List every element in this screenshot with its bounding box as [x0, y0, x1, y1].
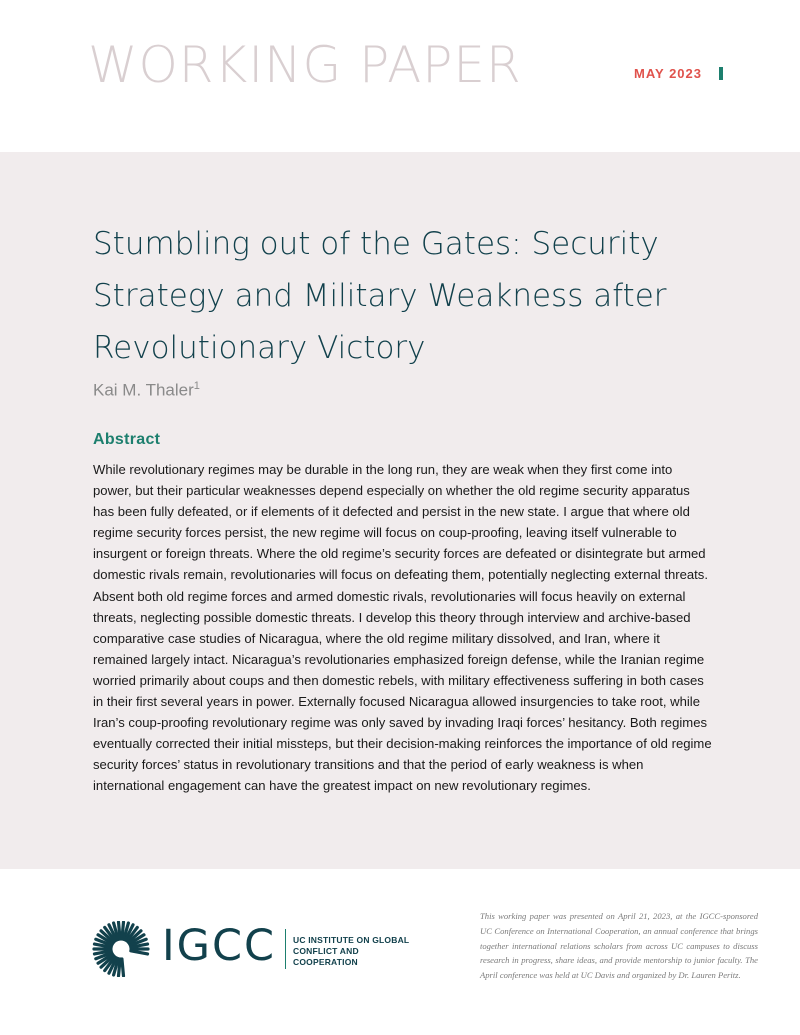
conference-note: This working paper was presented on April 21, 2023, at the IGCC-sponsored UC Conference on International Cooperation, an annual conference that brings together international relations scholars from across UC campuses to discuss research in progress, share ideas, and provide mentorship to junior faculty. The April conference was held at UC Davis and organized by Dr. Lauren Peritz. [480, 911, 758, 981]
page-footer [0, 869, 800, 1035]
working-paper-label: WORKING PAPER [88, 36, 522, 94]
author-line [93, 380, 200, 401]
igcc-sunburst-icon [92, 921, 154, 977]
date-accent-bar [719, 67, 723, 80]
abstract-heading: Abstract [93, 431, 161, 448]
page-header [0, 0, 800, 152]
logo-tagline-line1: UC INSTITUTE ON GLOBAL [293, 935, 410, 945]
paper-title: Stumbling out of the Gates: Security Strategy and Military Weakness after Revolutionary Victory [93, 226, 667, 366]
logo-tagline-line2: CONFLICT AND COOPERATION [293, 946, 359, 967]
igcc-logo [92, 919, 412, 979]
logo-wordmark: IGCC [162, 921, 277, 971]
author-name: Kai M. Thaler [93, 380, 194, 400]
abstract-text: While revolutionary regimes may be durable in the long run, they are weak when they first come into power, but their particular weaknesses depend especially on whether the old regime security apparatus has been fully defeated, or if elements of it defected and persist in the new state. I argue that where old regime security forces persist, the new regime will focus on coup-proofing, leaving itself vulnerable to insurgent or foreign threats. Where the old regime’s security forces are defeated or disintegrate but armed domestic rivals remain, revolutionaries will focus on defeating them, potentially neglecting external threats. Absent both old regime forces and armed domestic rivals, revolutionaries will focus heavily on external threats, neglecting possible domestic threats. I develop this theory through interview and archive-based comparative case studies of Nicaragua, where the old regime military dissolved, and Iran, where it remained largely intact. Nicaragua’s revolutionaries emphasized foreign defense, while the Iranian regime worried primarily about coups and then domestic rebels, with military effectiveness suffering in both cases in their first several years in power. Externally focused Nicaragua allowed insurgencies to take root, while Iran’s coup-proofing revolutionary regime was only saved by invading Iraqi forces’ hesitancy. Both regimes eventually corrected their initial missteps, but their decision-making reinforces the importance of old regime security forces’ status in revolutionary transitions and that the period of early weakness is when international engagement can have the greatest impact on new revolutionary regimes. [93, 462, 712, 794]
logo-divider [285, 929, 286, 969]
title-abstract-panel [0, 152, 800, 869]
publication-date: MAY 2023 [634, 66, 702, 81]
logo-tagline [293, 935, 412, 968]
author-footnote-marker[interactable]: 1 [193, 380, 200, 392]
